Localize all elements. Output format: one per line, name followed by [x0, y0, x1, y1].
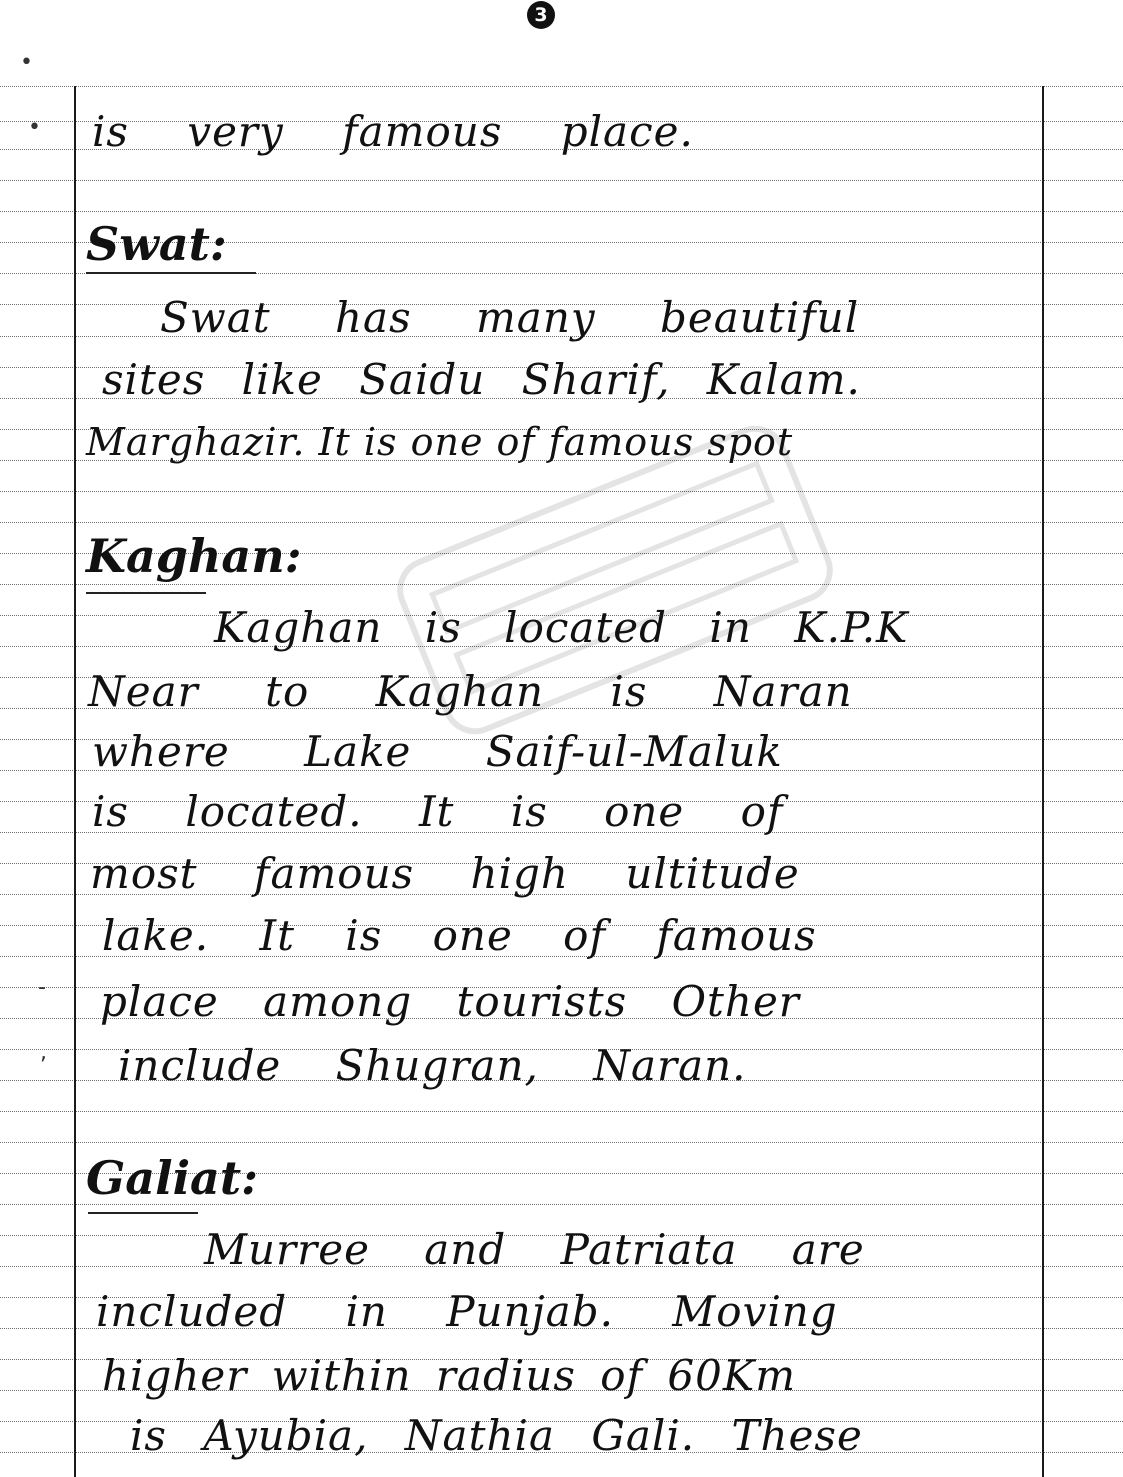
text-line: is Ayubia, Nathia Gali. These [130, 1411, 863, 1460]
margin-mark: , [40, 1040, 47, 1065]
text-line: Swat has many beautiful [160, 293, 860, 342]
text-line: place among tourists Other [100, 977, 800, 1026]
text-line: included in Punjab. Moving [96, 1287, 838, 1336]
ruled-line [0, 1111, 1123, 1112]
margin-mark: • [28, 115, 41, 140]
page-number: 3 [527, 1, 555, 29]
text-line: include Shugran, Naran. [118, 1041, 747, 1090]
heading-underline [88, 1212, 198, 1214]
text-line: Marghazir. It is one of famous spot [86, 420, 794, 464]
ruled-line [0, 211, 1123, 212]
text-line: Kaghan is located in K.P.K [214, 603, 909, 652]
text-line: most famous high ultitude [90, 849, 800, 898]
margin-mark: - [38, 975, 46, 1000]
text-line: higher within radius of 60Km [102, 1351, 797, 1400]
text-line: sites like Saidu Sharif, Kalam. [102, 355, 861, 404]
text-line: Murree and Patriata are [204, 1225, 865, 1274]
section-heading-swat: Swat: [86, 217, 227, 271]
margin-mark: • [20, 50, 33, 75]
text-line: is located. It is one of [92, 787, 784, 836]
heading-underline [86, 592, 206, 594]
heading-underline [86, 272, 256, 274]
text-line: Near to Kaghan is Naran [88, 667, 853, 716]
ruled-line [0, 1142, 1123, 1143]
left-margin-line [74, 86, 76, 1477]
ruled-line [0, 180, 1123, 181]
section-heading-galiat: Galiat: [86, 1151, 259, 1205]
right-margin-line [1042, 86, 1044, 1477]
text-line: lake. It is one of famous [102, 911, 817, 960]
section-heading-kaghan: Kaghan: [86, 529, 302, 583]
text-line: where Lake Saif-ul-Maluk [92, 727, 783, 776]
ruled-line [0, 86, 1123, 87]
text-line: is very famous place. [92, 107, 694, 156]
